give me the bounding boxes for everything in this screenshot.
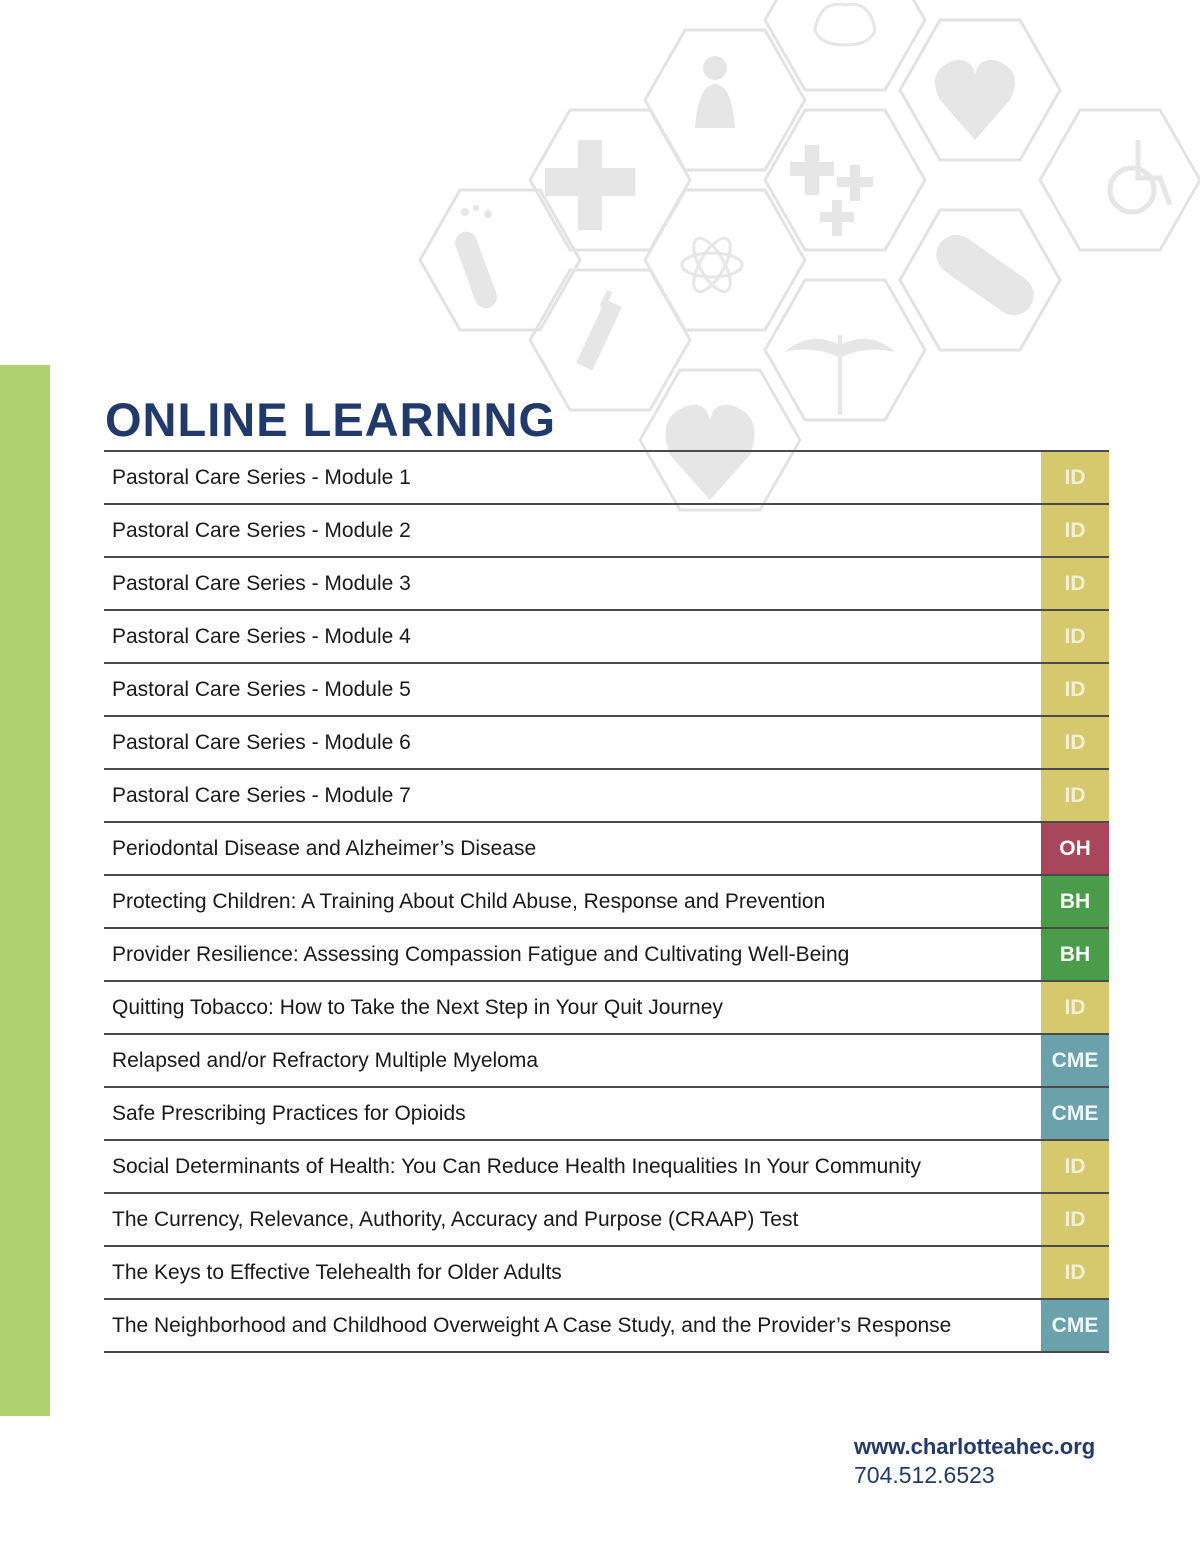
course-category-badge: ID xyxy=(1041,557,1109,610)
page-title: ONLINE LEARNING xyxy=(105,393,557,446)
course-name: Pastoral Care Series - Module 5 xyxy=(104,663,1041,716)
course-row[interactable] xyxy=(104,504,1109,557)
course-row[interactable] xyxy=(104,1140,1109,1193)
plus-icon xyxy=(545,140,635,230)
course-row[interactable] xyxy=(104,557,1109,610)
side-accent-bar xyxy=(0,365,50,1416)
course-category-badge: ID xyxy=(1041,1140,1109,1193)
course-name: Safe Prescribing Practices for Opioids xyxy=(104,1087,1041,1140)
course-category-badge: OH xyxy=(1041,822,1109,875)
course-category-badge: ID xyxy=(1041,451,1109,504)
course-row[interactable] xyxy=(104,1299,1109,1352)
medical-crosses-icon xyxy=(790,145,873,236)
course-row[interactable] xyxy=(104,1193,1109,1246)
course-category-badge: ID xyxy=(1041,663,1109,716)
course-name: Pastoral Care Series - Module 7 xyxy=(104,769,1041,822)
syringe-icon xyxy=(576,290,622,371)
course-name: Pastoral Care Series - Module 1 xyxy=(104,451,1041,504)
course-row[interactable] xyxy=(104,451,1109,504)
course-name: Periodontal Disease and Alzheimer’s Disease xyxy=(104,822,1041,875)
heart-rate-icon xyxy=(935,60,1015,140)
course-name: Protecting Children: A Training About Child Abuse, Response and Prevention xyxy=(104,875,1041,928)
course-row[interactable] xyxy=(104,610,1109,663)
course-row[interactable] xyxy=(104,822,1109,875)
pill-icon xyxy=(928,227,1041,323)
course-category-badge: ID xyxy=(1041,504,1109,557)
phone-number: 704.512.6523 xyxy=(854,1462,995,1488)
course-name: Pastoral Care Series - Module 6 xyxy=(104,716,1041,769)
course-row[interactable] xyxy=(104,769,1109,822)
course-category-badge: CME xyxy=(1041,1034,1109,1087)
course-category-badge: CME xyxy=(1041,1299,1109,1352)
wheelchair-icon xyxy=(1110,140,1170,212)
course-category-badge: ID xyxy=(1041,769,1109,822)
course-category-badge: BH xyxy=(1041,875,1109,928)
course-row[interactable] xyxy=(104,1246,1109,1299)
course-category-badge: ID xyxy=(1041,1193,1109,1246)
course-name: Pastoral Care Series - Module 2 xyxy=(104,504,1041,557)
brain-icon xyxy=(815,4,875,45)
course-table xyxy=(104,450,1109,1353)
course-name: The Currency, Relevance, Authority, Accuracy and Purpose (CRAAP) Test xyxy=(104,1193,1041,1246)
course-name: Provider Resilience: Assessing Compassion Fatigue and Cultivating Well-Being xyxy=(104,928,1041,981)
course-category-badge: ID xyxy=(1041,1246,1109,1299)
course-category-badge: ID xyxy=(1041,716,1109,769)
course-row[interactable] xyxy=(104,1087,1109,1140)
atom-icon xyxy=(682,233,742,297)
course-name: Social Determinants of Health: You Can Reduce Health Inequalities In Your Community xyxy=(104,1140,1041,1193)
course-name: The Keys to Effective Telehealth for Older Adults xyxy=(104,1246,1041,1299)
course-row[interactable] xyxy=(104,1034,1109,1087)
course-name: Pastoral Care Series - Module 3 xyxy=(104,557,1041,610)
course-category-badge: ID xyxy=(1041,981,1109,1034)
course-name: Pastoral Care Series - Module 4 xyxy=(104,610,1041,663)
course-name: Quitting Tobacco: How to Take the Next Step in Your Quit Journey xyxy=(104,981,1041,1034)
website-link[interactable]: www.charlotteahec.org xyxy=(854,1434,1096,1459)
course-row[interactable] xyxy=(104,981,1109,1034)
course-category-badge: CME xyxy=(1041,1087,1109,1140)
course-row[interactable] xyxy=(104,928,1109,981)
caduceus-icon xyxy=(785,335,895,415)
course-row[interactable] xyxy=(104,716,1109,769)
course-name: Relapsed and/or Refractory Multiple Myeloma xyxy=(104,1034,1041,1087)
course-category-badge: ID xyxy=(1041,610,1109,663)
test-tube-icon xyxy=(452,205,500,311)
course-name: The Neighborhood and Childhood Overweight A Case Study, and the Provider’s Response xyxy=(104,1299,1041,1352)
person-icon xyxy=(695,56,735,128)
course-row[interactable] xyxy=(104,663,1109,716)
course-category-badge: BH xyxy=(1041,928,1109,981)
course-row[interactable] xyxy=(104,875,1109,928)
